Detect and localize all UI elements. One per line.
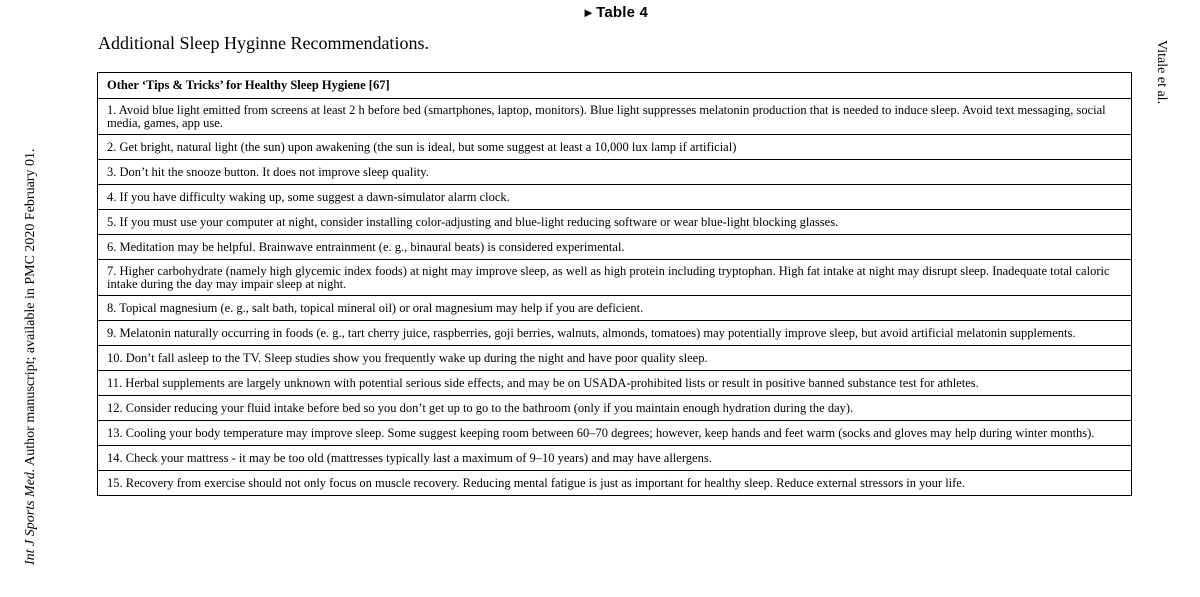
table-row bbox=[98, 346, 1132, 371]
table-header-row bbox=[98, 73, 1132, 99]
table-row bbox=[98, 210, 1132, 235]
tip-cell: 12. Consider reducing your fluid intake before bed so you don’t get up to go to the bathroom (only if you maintain enough hydration during the day). bbox=[98, 396, 1132, 421]
tip-cell: 5. If you must use your computer at night, consider installing color-adjusting and blue-light reducing software or wear blue-light blocking glasses. bbox=[98, 210, 1132, 235]
table-header: Other ‘Tips & Tricks’ for Healthy Sleep Hygiene [67] bbox=[98, 73, 1132, 99]
manuscript-note: Author manuscript; available in PMC 2020 February 01. bbox=[23, 148, 38, 469]
table-row bbox=[98, 135, 1132, 160]
table-label-text: Table 4 bbox=[596, 4, 649, 21]
tip-cell: 8. Topical magnesium (e. g., salt bath, topical mineral oil) or oral magnesium may help if you are deficient. bbox=[98, 296, 1132, 321]
table-row bbox=[98, 260, 1132, 296]
table-row bbox=[98, 321, 1132, 346]
table-row bbox=[98, 471, 1132, 496]
tip-cell: 9. Melatonin naturally occurring in foods (e. g., tart cherry juice, raspberries, goji berries, walnuts, almonds, tomatoes) may potentially improve sleep, but avoid artificial melatonin supplements. bbox=[98, 321, 1132, 346]
tip-cell: 13. Cooling your body temperature may improve sleep. Some suggest keeping room between 60–70 degrees; however, keep hands and feet warm (socks and gloves may help during winter months). bbox=[98, 421, 1132, 446]
table-row bbox=[98, 160, 1132, 185]
tip-cell: 1. Avoid blue light emitted from screens at least 2 h before bed (smartphones, laptop, monitors). Blue light suppresses melatonin production that is needed to induce sleep. Avoid text messaging, social media, games, app use. bbox=[98, 99, 1132, 135]
tip-cell: 15. Recovery from exercise should not only focus on muscle recovery. Reducing mental fatigue is just as important for healthy sleep. Reduce external stressors in your life. bbox=[98, 471, 1132, 496]
table-caption: Additional Sleep Hyginne Recommendations. bbox=[98, 33, 429, 53]
table-row bbox=[98, 371, 1132, 396]
table-row bbox=[98, 396, 1132, 421]
tip-cell: 2. Get bright, natural light (the sun) upon awakening (the sun is ideal, but some suggest at least a 10,000 lux lamp if artificial) bbox=[98, 135, 1132, 160]
tip-cell: 3. Don’t hit the snooze button. It does not improve sleep quality. bbox=[98, 160, 1132, 185]
tip-cell: 10. Don’t fall asleep to the TV. Sleep studies show you frequently wake up during the night and have poor quality sleep. bbox=[98, 346, 1132, 371]
tip-cell: 11. Herbal supplements are largely unknown with potential serious side effects, and may be on USADA-prohibited lists or result in positive banned substance test for athletes. bbox=[98, 371, 1132, 396]
tip-cell: 14. Check your mattress - it may be too old (mattresses typically last a maximum of 9–10 years) and may have allergens. bbox=[98, 446, 1132, 471]
table-row bbox=[98, 446, 1132, 471]
tips-table bbox=[97, 72, 1132, 496]
table-row bbox=[98, 296, 1132, 321]
author-running-head: Vitale et al. bbox=[1154, 40, 1169, 105]
table-label bbox=[582, 4, 648, 21]
tip-cell: 6. Meditation may be helpful. Brainwave entrainment (e. g., binaural beats) is considered experimental. bbox=[98, 235, 1132, 260]
manuscript-sidebar bbox=[23, 149, 39, 565]
table-row bbox=[98, 99, 1132, 135]
table-row bbox=[98, 421, 1132, 446]
journal-name: Int J Sports Med. bbox=[23, 468, 38, 565]
tip-cell: 7. Higher carbohydrate (namely high glycemic index foods) at night may improve sleep, as well as high protein including tryptophan. High fat intake at night may disrupt sleep. Inadequate total caloric intake during the day may impair sleep at night. bbox=[98, 260, 1132, 296]
table-row bbox=[98, 185, 1132, 210]
tip-cell: 4. If you have difficulty waking up, some suggest a dawn-simulator alarm clock. bbox=[98, 185, 1132, 210]
arrow-right-icon: ► bbox=[582, 5, 596, 20]
table-row bbox=[98, 235, 1132, 260]
